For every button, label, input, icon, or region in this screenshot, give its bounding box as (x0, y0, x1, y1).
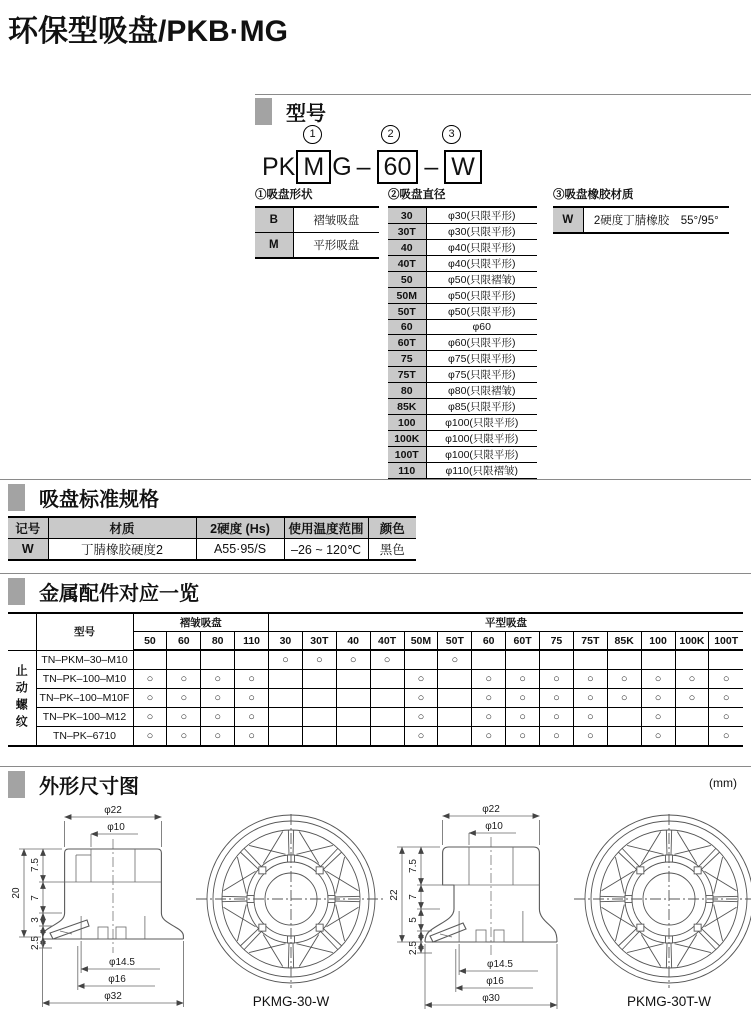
table-row (388, 415, 537, 431)
compatibility-cell: ○ (404, 727, 438, 747)
dim-label: 3 (30, 917, 41, 923)
model-code-segment: W (444, 150, 482, 184)
desc-cell: φ75(只限平形) (426, 351, 537, 367)
compatibility-cell: ○ (438, 650, 472, 670)
dim-label: 5 (408, 917, 419, 923)
model-code-diagram (262, 128, 483, 184)
compatibility-cell: ○ (506, 708, 540, 727)
section-spec-header (8, 483, 159, 512)
compatibility-cell (167, 650, 201, 670)
code-cell: 50T (388, 304, 426, 320)
drawing-caption: PKMG-30T-W (626, 994, 711, 1009)
dim-label: 2.5 (30, 936, 41, 950)
fittings-header-row (8, 613, 743, 632)
size-column-header: 100 (641, 632, 675, 651)
diameter-table-block (388, 186, 537, 480)
compatibility-cell: ○ (472, 708, 506, 727)
table-row (255, 207, 379, 233)
corner-cell (8, 613, 36, 650)
top-view-drawing (196, 812, 386, 990)
table-row (8, 539, 416, 561)
cross-section-pkmg30t (388, 803, 573, 1020)
table-row (388, 240, 537, 256)
code-cell: 30T (388, 224, 426, 240)
compatibility-cell (540, 650, 574, 670)
compatibility-cell (269, 670, 303, 689)
size-column-header: 110 (235, 632, 269, 651)
code-cell: 40 (388, 240, 426, 256)
size-column-header: 80 (201, 632, 235, 651)
compatibility-cell: ○ (336, 650, 370, 670)
cross-section-drawing (10, 803, 195, 1015)
compatibility-cell (675, 650, 709, 670)
desc-cell: φ85(只限平形) (426, 399, 537, 415)
compatibility-cell: ○ (641, 727, 675, 747)
compatibility-cell: ○ (506, 727, 540, 747)
shape-table-title: ①吸盘形状 (255, 189, 313, 201)
size-column-header: 30 (269, 632, 303, 651)
dim-label: φ14.5 (487, 959, 513, 970)
desc-cell: 平形吸盘 (293, 233, 379, 259)
shape-table-block (255, 186, 379, 259)
table-row (388, 351, 537, 367)
compatibility-cell (472, 650, 506, 670)
compatibility-cell: ○ (167, 670, 201, 689)
dim-label: 7 (30, 895, 41, 901)
model-column-header: 型号 (36, 613, 133, 650)
table-row (388, 463, 537, 480)
table-row (388, 320, 537, 335)
size-column-header: 75T (573, 632, 607, 651)
size-column-header: 60T (506, 632, 540, 651)
group-header: 褶皱吸盘 (133, 613, 269, 632)
compatibility-cell (641, 650, 675, 670)
code-cell: 50M (388, 288, 426, 304)
compatibility-cell (607, 727, 641, 747)
compatibility-cell (336, 670, 370, 689)
code-cell: 75T (388, 367, 426, 383)
circled-number-1: 1 (303, 125, 322, 144)
compatibility-cell (302, 670, 336, 689)
compatibility-cell (438, 708, 472, 727)
fitting-model-cell: TN–PK–100–M10 (36, 670, 133, 689)
compatibility-cell (370, 727, 404, 747)
size-column-header: 50T (438, 632, 472, 651)
cross-section-pkmg30 (10, 803, 195, 1020)
rubber-table (553, 206, 729, 234)
desc-cell: φ50(只限平形) (426, 304, 537, 320)
column-header: 颜色 (368, 517, 416, 539)
fitting-model-cell: TN–PK–100–M10F (36, 689, 133, 708)
top-view-pkmg30 (196, 812, 386, 1009)
table-row (553, 207, 729, 233)
spec-cell: –26 ~ 120℃ (284, 539, 368, 561)
desc-cell: φ30(只限平形) (426, 224, 537, 240)
dim-label: φ32 (104, 991, 122, 1002)
compatibility-cell: ○ (573, 727, 607, 747)
table-row (388, 304, 537, 320)
table-row (388, 224, 537, 240)
dim-label: φ16 (486, 976, 504, 987)
dim-label: φ22 (482, 804, 500, 815)
compatibility-cell: ○ (133, 670, 167, 689)
code-cell: 30 (388, 207, 426, 224)
table-row (388, 447, 537, 463)
size-column-header: 85K (607, 632, 641, 651)
compatibility-cell (438, 670, 472, 689)
code-cell: 60 (388, 320, 426, 335)
compatibility-cell: ○ (540, 689, 574, 708)
table-row (388, 399, 537, 415)
group-header: 平型吸盘 (269, 613, 744, 632)
section-title: 金属配件对应一览 (39, 583, 199, 605)
dim-label: 7 (408, 894, 419, 900)
compatibility-cell (506, 650, 540, 670)
desc-cell: φ110(只限褶皱) (426, 463, 537, 480)
desc-cell: φ80(只限褶皱) (426, 383, 537, 399)
compatibility-cell (370, 670, 404, 689)
code-cell: 50 (388, 272, 426, 288)
column-header: 2硬度 (Hs) (196, 517, 284, 539)
compatibility-cell: ○ (472, 670, 506, 689)
desc-cell: φ75(只限平形) (426, 367, 537, 383)
table-row (388, 367, 537, 383)
spec-cell: A55·95/S (196, 539, 284, 561)
model-code-segments (262, 150, 483, 184)
compatibility-cell: ○ (133, 708, 167, 727)
compatibility-cell: ○ (133, 727, 167, 747)
compatibility-cell (336, 708, 370, 727)
compatibility-cell: ○ (235, 689, 269, 708)
compatibility-cell: ○ (133, 689, 167, 708)
compatibility-cell: ○ (709, 727, 743, 747)
spec-cell: W (8, 539, 48, 561)
code-cell: 40T (388, 256, 426, 272)
size-column-header: 40 (336, 632, 370, 651)
compatibility-cell: ○ (404, 689, 438, 708)
table-row (388, 207, 537, 224)
compatibility-cell (607, 650, 641, 670)
compatibility-cell: ○ (709, 708, 743, 727)
compatibility-cell: ○ (607, 670, 641, 689)
compatibility-cell (269, 689, 303, 708)
column-header: 记号 (8, 517, 48, 539)
table-row (255, 233, 379, 259)
desc-cell: φ60 (426, 320, 537, 335)
compatibility-cell (235, 650, 269, 670)
code-cell: W (553, 207, 583, 233)
model-code-segment: PK (262, 153, 296, 181)
compatibility-cell: ○ (607, 689, 641, 708)
fitting-model-cell: TN–PK–6710 (36, 727, 133, 747)
desc-cell: φ100(只限平形) (426, 447, 537, 463)
unit-note: (mm) (709, 776, 737, 790)
compatibility-cell (370, 708, 404, 727)
divider (0, 766, 751, 767)
compatibility-cell: ○ (404, 708, 438, 727)
compatibility-cell: ○ (472, 727, 506, 747)
compatibility-cell (302, 689, 336, 708)
compatibility-cell (438, 689, 472, 708)
dim-label: 7.5 (30, 858, 41, 872)
compatibility-cell (404, 650, 438, 670)
compatibility-cell (336, 727, 370, 747)
compatibility-cell: ○ (235, 670, 269, 689)
table-row (388, 383, 537, 399)
compatibility-cell: ○ (404, 670, 438, 689)
table-row (8, 689, 743, 708)
size-column-header: 100K (675, 632, 709, 651)
top-view-drawing (574, 812, 751, 990)
compatibility-cell: ○ (675, 670, 709, 689)
compatibility-cell (336, 689, 370, 708)
table-row (388, 256, 537, 272)
desc-cell: φ30(只限平形) (426, 207, 537, 224)
compatibility-cell: ○ (540, 670, 574, 689)
compatibility-cell: ○ (472, 689, 506, 708)
compatibility-cell: ○ (235, 727, 269, 747)
compatibility-cell: ○ (269, 650, 303, 670)
code-cell: 100T (388, 447, 426, 463)
column-header: 材质 (48, 517, 196, 539)
size-column-header: 60 (167, 632, 201, 651)
section-title: 外形尺寸图 (39, 776, 139, 798)
desc-cell: φ40(只限平形) (426, 256, 537, 272)
section-title: 型号 (286, 103, 326, 125)
dim-label: φ16 (108, 974, 126, 985)
section-title: 吸盘标准规格 (39, 489, 159, 511)
code-cell: 100K (388, 431, 426, 447)
desc-cell: 褶皱吸盘 (293, 207, 379, 233)
compatibility-cell: ○ (573, 689, 607, 708)
model-code-segment: M (296, 150, 331, 184)
compatibility-cell (201, 650, 235, 670)
rubber-table-title: ③吸盘橡胶材质 (553, 189, 634, 201)
model-code-segment: – (424, 153, 439, 181)
divider (255, 94, 751, 95)
code-cell: B (255, 207, 293, 233)
section-marker (8, 771, 25, 798)
code-cell: 75 (388, 351, 426, 367)
compatibility-cell: ○ (540, 727, 574, 747)
model-code-segment: – (356, 153, 371, 181)
compatibility-cell (573, 650, 607, 670)
fittings-table (8, 612, 743, 747)
compatibility-cell (675, 727, 709, 747)
dim-label: 22 (389, 889, 400, 901)
model-code-segment: G (332, 153, 352, 181)
page-title: 环保型吸盘/PKB·MG (8, 15, 288, 48)
compatibility-cell: ○ (641, 670, 675, 689)
code-cell: 100 (388, 415, 426, 431)
compatibility-cell: ○ (302, 650, 336, 670)
divider (0, 479, 751, 480)
size-column-header: 60 (472, 632, 506, 651)
compatibility-cell: ○ (641, 689, 675, 708)
compatibility-cell: ○ (167, 689, 201, 708)
compatibility-cell (709, 650, 743, 670)
dim-label: φ30 (482, 993, 500, 1004)
compatibility-cell: ○ (235, 708, 269, 727)
table-row (388, 431, 537, 447)
desc-cell: φ60(只限平形) (426, 335, 537, 351)
dim-label: 2.5 (408, 941, 419, 955)
compatibility-cell (269, 727, 303, 747)
compatibility-cell: ○ (641, 708, 675, 727)
compatibility-cell: ○ (201, 670, 235, 689)
model-code-segment: 60 (377, 150, 419, 184)
compatibility-cell: ○ (370, 650, 404, 670)
shape-table (255, 206, 379, 259)
desc-cell: φ50(只限平形) (426, 288, 537, 304)
compatibility-cell: ○ (540, 708, 574, 727)
dim-label: φ14.5 (109, 957, 135, 968)
code-cell: 80 (388, 383, 426, 399)
section-fittings-header (8, 577, 199, 606)
compatibility-cell: ○ (506, 689, 540, 708)
column-header: 使用温度范围 (284, 517, 368, 539)
section-dimensions-header (8, 770, 139, 799)
section-marker (255, 98, 272, 125)
compatibility-cell (438, 727, 472, 747)
table-row (388, 288, 537, 304)
size-column-header: 75 (540, 632, 574, 651)
compatibility-cell (269, 708, 303, 727)
dim-label: φ10 (485, 821, 503, 832)
desc-cell: φ100(只限平形) (426, 415, 537, 431)
desc-cell: φ40(只限平形) (426, 240, 537, 256)
spec-table (8, 516, 416, 561)
dim-label: 7.5 (408, 859, 419, 873)
compatibility-cell (370, 689, 404, 708)
fitting-model-cell: TN–PK–100–M12 (36, 708, 133, 727)
circled-number-2: 2 (381, 125, 400, 144)
compatibility-cell (302, 708, 336, 727)
section-model-header (255, 97, 326, 126)
desc-cell: 2硬度丁腈橡胶 55°/95° (583, 207, 729, 233)
size-column-header: 30T (302, 632, 336, 651)
diameter-table-title: ②吸盘直径 (388, 189, 446, 201)
section-marker (8, 484, 25, 511)
compatibility-cell: ○ (201, 708, 235, 727)
size-column-header: 40T (370, 632, 404, 651)
code-cell: 85K (388, 399, 426, 415)
size-column-header: 50 (133, 632, 167, 651)
spec-cell: 丁腈橡胶硬度2 (48, 539, 196, 561)
compatibility-cell: ○ (709, 670, 743, 689)
compatibility-cell (675, 708, 709, 727)
desc-cell: φ50(只限褶皱) (426, 272, 537, 288)
size-column-header: 50M (404, 632, 438, 651)
code-cell: 110 (388, 463, 426, 480)
section-marker (8, 578, 25, 605)
fitting-model-cell: TN–PKM–30–M10 (36, 650, 133, 670)
compatibility-cell: ○ (506, 670, 540, 689)
compatibility-cell: ○ (573, 670, 607, 689)
diameter-table (388, 206, 537, 480)
compatibility-cell (302, 727, 336, 747)
rubber-table-block (553, 186, 729, 234)
table-row (8, 708, 743, 727)
cross-section-drawing (388, 803, 573, 1015)
compatibility-cell (133, 650, 167, 670)
dim-label: 20 (11, 887, 22, 899)
table-row (388, 272, 537, 288)
spec-cell: 黑色 (368, 539, 416, 561)
compatibility-cell: ○ (167, 708, 201, 727)
top-view-pkmg30t (574, 812, 751, 1009)
compatibility-cell (607, 708, 641, 727)
desc-cell: φ100(只限平形) (426, 431, 537, 447)
compatibility-cell: ○ (201, 727, 235, 747)
compatibility-cell: ○ (201, 689, 235, 708)
divider (0, 573, 751, 574)
side-label-cell: 止动螺纹 (8, 650, 36, 746)
code-cell: M (255, 233, 293, 259)
table-row (8, 650, 743, 670)
size-column-header: 100T (709, 632, 743, 651)
table-row (388, 335, 537, 351)
drawing-caption: PKMG-30-W (252, 994, 330, 1009)
code-cell: 60T (388, 335, 426, 351)
compatibility-cell: ○ (675, 689, 709, 708)
spec-header-row (8, 517, 416, 539)
dim-label: φ10 (107, 822, 125, 833)
compatibility-cell: ○ (167, 727, 201, 747)
compatibility-cell: ○ (709, 689, 743, 708)
dim-label: φ22 (104, 805, 122, 816)
table-row (8, 670, 743, 689)
circled-number-3: 3 (442, 125, 461, 144)
table-row (8, 727, 743, 747)
compatibility-cell: ○ (573, 708, 607, 727)
